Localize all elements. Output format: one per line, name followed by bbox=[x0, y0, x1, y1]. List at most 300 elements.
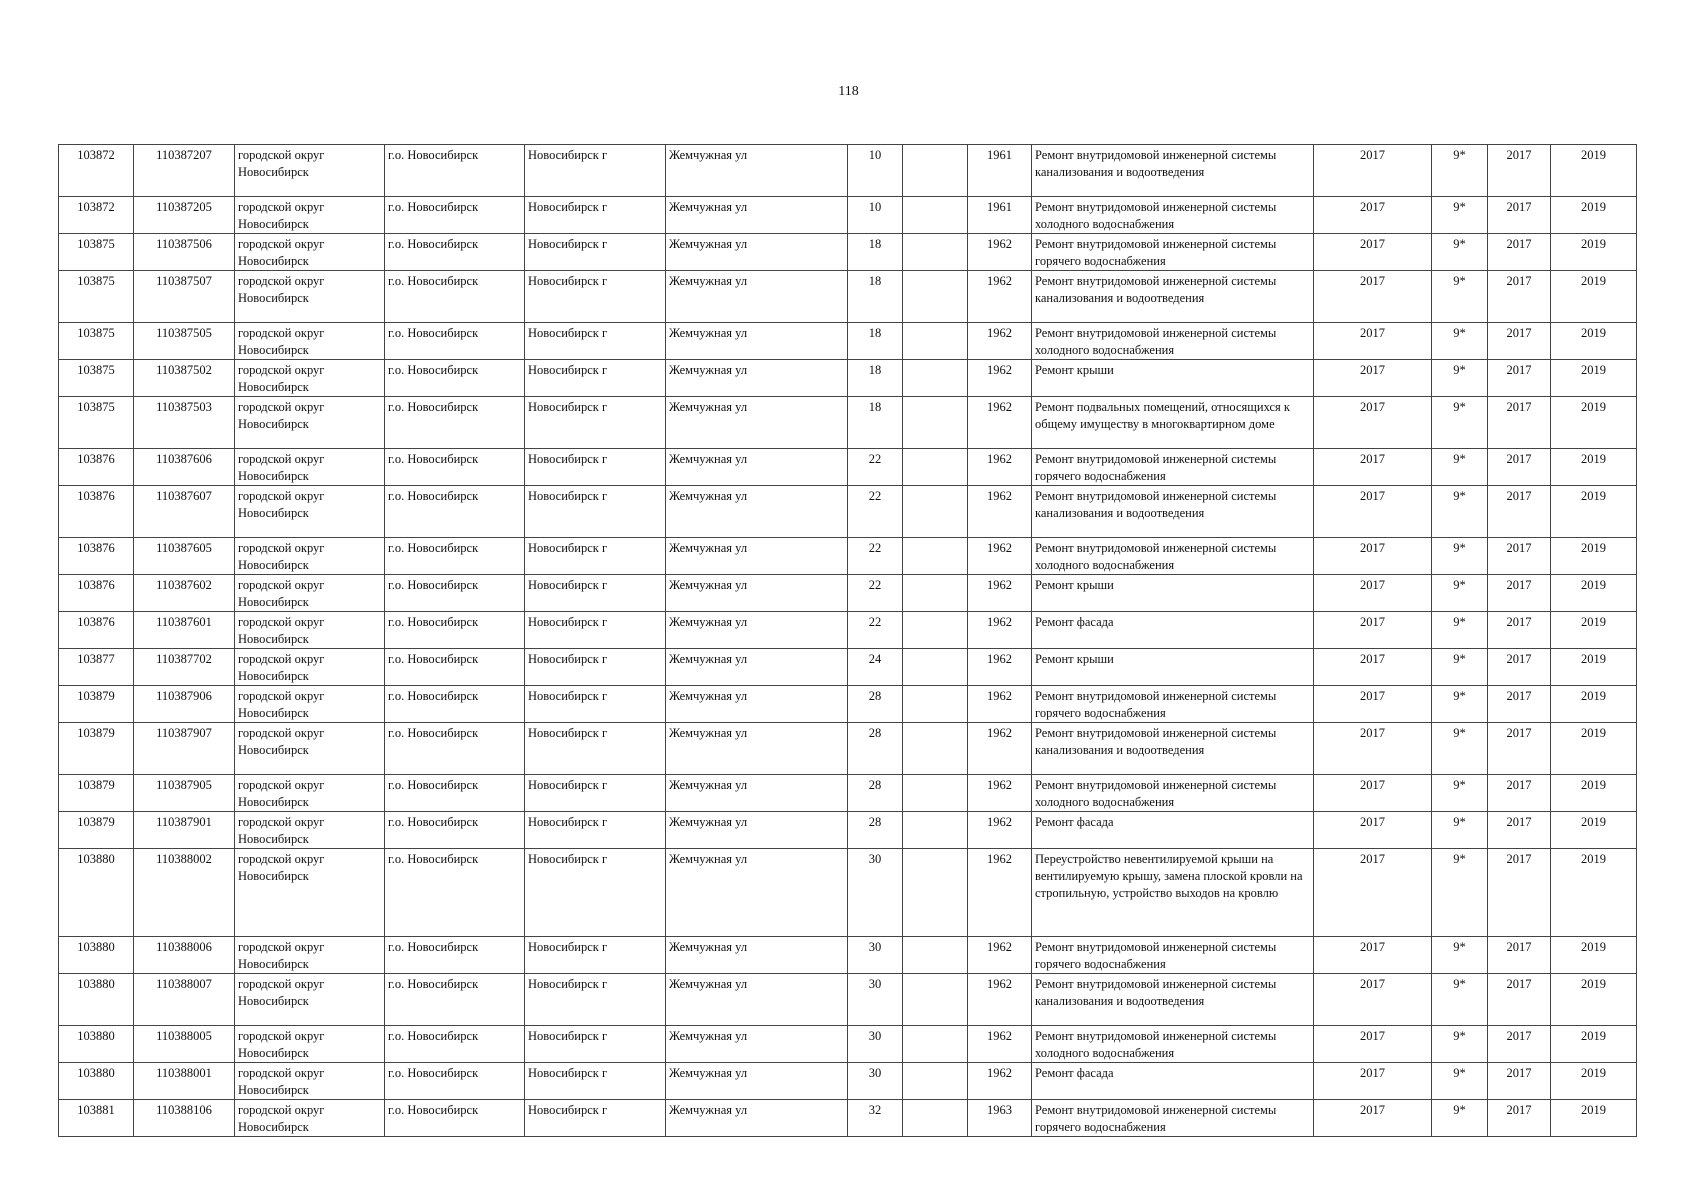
cell-construction-year: 1962 bbox=[968, 812, 1032, 849]
cell-year-end: 2019 bbox=[1551, 686, 1637, 723]
cell-street: Жемчужная ул bbox=[666, 775, 848, 812]
cell-municipality: г.о. Новосибирск bbox=[385, 649, 525, 686]
cell-year-end: 2019 bbox=[1551, 234, 1637, 271]
cell-year-end: 2019 bbox=[1551, 1100, 1637, 1137]
cell-municipality: г.о. Новосибирск bbox=[385, 323, 525, 360]
cell-work-type: Ремонт фасада bbox=[1032, 812, 1314, 849]
table-row bbox=[59, 360, 1637, 397]
cell-year-start: 2017 bbox=[1314, 812, 1432, 849]
cell-street: Жемчужная ул bbox=[666, 538, 848, 575]
cell-building bbox=[903, 486, 968, 538]
cell-mark: 9* bbox=[1432, 612, 1488, 649]
cell-house-number: 18 bbox=[848, 323, 903, 360]
cell-year-start: 2017 bbox=[1314, 775, 1432, 812]
cell-municipality: г.о. Новосибирск bbox=[385, 1026, 525, 1063]
cell-district: городской округ Новосибирск bbox=[235, 686, 385, 723]
cell-work-type: Ремонт подвальных помещений, относящихся к общему имуществу в многоквартирном доме bbox=[1032, 397, 1314, 449]
cell-mark: 9* bbox=[1432, 937, 1488, 974]
cell-mark: 9* bbox=[1432, 323, 1488, 360]
cell-work-type: Ремонт крыши bbox=[1032, 649, 1314, 686]
table-row bbox=[59, 575, 1637, 612]
cell-year-plan: 2017 bbox=[1488, 360, 1551, 397]
cell-municipality: г.о. Новосибирск bbox=[385, 271, 525, 323]
cell-record-id: 103876 bbox=[59, 449, 134, 486]
cell-street: Жемчужная ул bbox=[666, 849, 848, 937]
cell-building bbox=[903, 686, 968, 723]
table-row bbox=[59, 937, 1637, 974]
cell-city: Новосибирск г bbox=[525, 234, 666, 271]
cell-street: Жемчужная ул bbox=[666, 1063, 848, 1100]
cell-year-end: 2019 bbox=[1551, 723, 1637, 775]
cell-district: городской округ Новосибирск bbox=[235, 271, 385, 323]
cell-street: Жемчужная ул bbox=[666, 1100, 848, 1137]
cell-year-start: 2017 bbox=[1314, 449, 1432, 486]
cell-street: Жемчужная ул bbox=[666, 649, 848, 686]
cell-building bbox=[903, 775, 968, 812]
cell-building bbox=[903, 1026, 968, 1063]
cell-construction-year: 1962 bbox=[968, 397, 1032, 449]
cell-object-code: 110387905 bbox=[134, 775, 235, 812]
cell-object-code: 110388007 bbox=[134, 974, 235, 1026]
cell-house-number: 30 bbox=[848, 1026, 903, 1063]
repair-plan-table bbox=[58, 144, 1637, 1137]
cell-work-type: Ремонт внутридомовой инженерной системы канализования и водоотведения bbox=[1032, 271, 1314, 323]
cell-work-type: Переустройство невентилируемой крыши на вентилируемую крышу, замена плоской кровли на стропильную, устройство выходов на кровлю bbox=[1032, 849, 1314, 937]
cell-object-code: 110388001 bbox=[134, 1063, 235, 1100]
cell-object-code: 110387502 bbox=[134, 360, 235, 397]
cell-year-plan: 2017 bbox=[1488, 197, 1551, 234]
cell-district: городской округ Новосибирск bbox=[235, 575, 385, 612]
cell-year-plan: 2017 bbox=[1488, 145, 1551, 197]
cell-house-number: 28 bbox=[848, 775, 903, 812]
cell-year-end: 2019 bbox=[1551, 197, 1637, 234]
cell-district: городской округ Новосибирск bbox=[235, 649, 385, 686]
cell-year-start: 2017 bbox=[1314, 686, 1432, 723]
cell-building bbox=[903, 649, 968, 686]
cell-year-start: 2017 bbox=[1314, 145, 1432, 197]
cell-object-code: 110387601 bbox=[134, 612, 235, 649]
cell-city: Новосибирск г bbox=[525, 686, 666, 723]
cell-year-end: 2019 bbox=[1551, 397, 1637, 449]
cell-house-number: 18 bbox=[848, 360, 903, 397]
table-row bbox=[59, 271, 1637, 323]
cell-year-plan: 2017 bbox=[1488, 775, 1551, 812]
cell-work-type: Ремонт крыши bbox=[1032, 575, 1314, 612]
cell-mark: 9* bbox=[1432, 234, 1488, 271]
cell-construction-year: 1962 bbox=[968, 937, 1032, 974]
cell-year-end: 2019 bbox=[1551, 145, 1637, 197]
cell-object-code: 110388005 bbox=[134, 1026, 235, 1063]
cell-work-type: Ремонт крыши bbox=[1032, 360, 1314, 397]
cell-building bbox=[903, 974, 968, 1026]
cell-year-end: 2019 bbox=[1551, 812, 1637, 849]
cell-building bbox=[903, 575, 968, 612]
cell-district: городской округ Новосибирск bbox=[235, 849, 385, 937]
cell-mark: 9* bbox=[1432, 775, 1488, 812]
cell-year-plan: 2017 bbox=[1488, 649, 1551, 686]
cell-city: Новосибирск г bbox=[525, 145, 666, 197]
cell-year-plan: 2017 bbox=[1488, 449, 1551, 486]
cell-mark: 9* bbox=[1432, 360, 1488, 397]
cell-municipality: г.о. Новосибирск bbox=[385, 849, 525, 937]
cell-mark: 9* bbox=[1432, 145, 1488, 197]
cell-work-type: Ремонт внутридомовой инженерной системы канализования и водоотведения bbox=[1032, 486, 1314, 538]
cell-object-code: 110387205 bbox=[134, 197, 235, 234]
cell-district: городской округ Новосибирск bbox=[235, 723, 385, 775]
cell-city: Новосибирск г bbox=[525, 775, 666, 812]
table-row bbox=[59, 145, 1637, 197]
cell-house-number: 30 bbox=[848, 974, 903, 1026]
cell-year-plan: 2017 bbox=[1488, 486, 1551, 538]
cell-record-id: 103872 bbox=[59, 197, 134, 234]
cell-building bbox=[903, 1100, 968, 1137]
cell-year-start: 2017 bbox=[1314, 271, 1432, 323]
cell-house-number: 32 bbox=[848, 1100, 903, 1137]
cell-construction-year: 1962 bbox=[968, 449, 1032, 486]
cell-record-id: 103875 bbox=[59, 323, 134, 360]
cell-year-start: 2017 bbox=[1314, 1100, 1432, 1137]
cell-municipality: г.о. Новосибирск bbox=[385, 686, 525, 723]
cell-municipality: г.о. Новосибирск bbox=[385, 937, 525, 974]
cell-city: Новосибирск г bbox=[525, 486, 666, 538]
cell-municipality: г.о. Новосибирск bbox=[385, 612, 525, 649]
cell-mark: 9* bbox=[1432, 974, 1488, 1026]
cell-object-code: 110387507 bbox=[134, 271, 235, 323]
cell-city: Новосибирск г bbox=[525, 1063, 666, 1100]
cell-construction-year: 1962 bbox=[968, 323, 1032, 360]
cell-year-plan: 2017 bbox=[1488, 974, 1551, 1026]
cell-district: городской округ Новосибирск bbox=[235, 323, 385, 360]
cell-mark: 9* bbox=[1432, 849, 1488, 937]
cell-construction-year: 1962 bbox=[968, 686, 1032, 723]
cell-street: Жемчужная ул bbox=[666, 612, 848, 649]
cell-year-plan: 2017 bbox=[1488, 397, 1551, 449]
cell-year-end: 2019 bbox=[1551, 974, 1637, 1026]
cell-house-number: 24 bbox=[848, 649, 903, 686]
cell-building bbox=[903, 937, 968, 974]
cell-year-start: 2017 bbox=[1314, 538, 1432, 575]
cell-year-plan: 2017 bbox=[1488, 234, 1551, 271]
cell-object-code: 110387605 bbox=[134, 538, 235, 575]
cell-construction-year: 1962 bbox=[968, 575, 1032, 612]
cell-street: Жемчужная ул bbox=[666, 486, 848, 538]
cell-year-end: 2019 bbox=[1551, 449, 1637, 486]
cell-work-type: Ремонт внутридомовой инженерной системы канализования и водоотведения bbox=[1032, 974, 1314, 1026]
cell-district: городской округ Новосибирск bbox=[235, 1100, 385, 1137]
cell-mark: 9* bbox=[1432, 575, 1488, 612]
cell-year-start: 2017 bbox=[1314, 397, 1432, 449]
cell-construction-year: 1962 bbox=[968, 1026, 1032, 1063]
cell-municipality: г.о. Новосибирск bbox=[385, 360, 525, 397]
cell-mark: 9* bbox=[1432, 686, 1488, 723]
cell-year-start: 2017 bbox=[1314, 234, 1432, 271]
cell-street: Жемчужная ул bbox=[666, 723, 848, 775]
cell-street: Жемчужная ул bbox=[666, 397, 848, 449]
cell-year-plan: 2017 bbox=[1488, 612, 1551, 649]
cell-construction-year: 1962 bbox=[968, 360, 1032, 397]
cell-house-number: 22 bbox=[848, 575, 903, 612]
cell-year-end: 2019 bbox=[1551, 775, 1637, 812]
cell-district: городской округ Новосибирск bbox=[235, 449, 385, 486]
cell-construction-year: 1962 bbox=[968, 486, 1032, 538]
cell-year-end: 2019 bbox=[1551, 1026, 1637, 1063]
cell-city: Новосибирск г bbox=[525, 849, 666, 937]
cell-year-end: 2019 bbox=[1551, 575, 1637, 612]
cell-year-end: 2019 bbox=[1551, 937, 1637, 974]
cell-work-type: Ремонт внутридомовой инженерной системы канализования и водоотведения bbox=[1032, 723, 1314, 775]
cell-district: городской округ Новосибирск bbox=[235, 145, 385, 197]
cell-record-id: 103880 bbox=[59, 1063, 134, 1100]
cell-year-start: 2017 bbox=[1314, 197, 1432, 234]
table-row bbox=[59, 486, 1637, 538]
cell-house-number: 30 bbox=[848, 849, 903, 937]
cell-district: городской округ Новосибирск bbox=[235, 1063, 385, 1100]
cell-municipality: г.о. Новосибирск bbox=[385, 723, 525, 775]
cell-record-id: 103875 bbox=[59, 360, 134, 397]
cell-city: Новосибирск г bbox=[525, 974, 666, 1026]
cell-construction-year: 1962 bbox=[968, 775, 1032, 812]
cell-mark: 9* bbox=[1432, 197, 1488, 234]
cell-year-end: 2019 bbox=[1551, 323, 1637, 360]
cell-work-type: Ремонт внутридомовой инженерной системы горячего водоснабжения bbox=[1032, 1100, 1314, 1137]
cell-year-start: 2017 bbox=[1314, 649, 1432, 686]
cell-municipality: г.о. Новосибирск bbox=[385, 1063, 525, 1100]
cell-work-type: Ремонт внутридомовой инженерной системы горячего водоснабжения bbox=[1032, 686, 1314, 723]
cell-house-number: 28 bbox=[848, 686, 903, 723]
cell-building bbox=[903, 449, 968, 486]
cell-year-end: 2019 bbox=[1551, 271, 1637, 323]
cell-year-end: 2019 bbox=[1551, 538, 1637, 575]
cell-record-id: 103879 bbox=[59, 812, 134, 849]
cell-work-type: Ремонт внутридомовой инженерной системы холодного водоснабжения bbox=[1032, 1026, 1314, 1063]
cell-object-code: 110387606 bbox=[134, 449, 235, 486]
cell-street: Жемчужная ул bbox=[666, 812, 848, 849]
cell-year-start: 2017 bbox=[1314, 1026, 1432, 1063]
cell-year-plan: 2017 bbox=[1488, 723, 1551, 775]
cell-mark: 9* bbox=[1432, 649, 1488, 686]
cell-year-start: 2017 bbox=[1314, 575, 1432, 612]
cell-city: Новосибирск г bbox=[525, 575, 666, 612]
cell-year-plan: 2017 bbox=[1488, 1100, 1551, 1137]
cell-year-plan: 2017 bbox=[1488, 575, 1551, 612]
cell-street: Жемчужная ул bbox=[666, 197, 848, 234]
cell-municipality: г.о. Новосибирск bbox=[385, 197, 525, 234]
cell-year-end: 2019 bbox=[1551, 486, 1637, 538]
cell-mark: 9* bbox=[1432, 486, 1488, 538]
cell-record-id: 103881 bbox=[59, 1100, 134, 1137]
cell-building bbox=[903, 197, 968, 234]
cell-record-id: 103880 bbox=[59, 849, 134, 937]
cell-building bbox=[903, 812, 968, 849]
cell-mark: 9* bbox=[1432, 397, 1488, 449]
cell-street: Жемчужная ул bbox=[666, 974, 848, 1026]
cell-construction-year: 1962 bbox=[968, 723, 1032, 775]
cell-construction-year: 1962 bbox=[968, 538, 1032, 575]
cell-city: Новосибирск г bbox=[525, 197, 666, 234]
cell-year-start: 2017 bbox=[1314, 323, 1432, 360]
cell-municipality: г.о. Новосибирск bbox=[385, 145, 525, 197]
cell-district: городской округ Новосибирск bbox=[235, 775, 385, 812]
cell-object-code: 110387207 bbox=[134, 145, 235, 197]
cell-city: Новосибирск г bbox=[525, 449, 666, 486]
cell-year-plan: 2017 bbox=[1488, 1026, 1551, 1063]
cell-city: Новосибирск г bbox=[525, 397, 666, 449]
cell-mark: 9* bbox=[1432, 723, 1488, 775]
cell-house-number: 28 bbox=[848, 812, 903, 849]
cell-street: Жемчужная ул bbox=[666, 686, 848, 723]
cell-mark: 9* bbox=[1432, 1026, 1488, 1063]
cell-house-number: 10 bbox=[848, 197, 903, 234]
cell-work-type: Ремонт фасада bbox=[1032, 612, 1314, 649]
cell-house-number: 18 bbox=[848, 234, 903, 271]
cell-work-type: Ремонт внутридомовой инженерной системы холодного водоснабжения bbox=[1032, 775, 1314, 812]
cell-city: Новосибирск г bbox=[525, 937, 666, 974]
cell-city: Новосибирск г bbox=[525, 360, 666, 397]
cell-mark: 9* bbox=[1432, 1063, 1488, 1100]
cell-district: городской округ Новосибирск bbox=[235, 538, 385, 575]
cell-work-type: Ремонт внутридомовой инженерной системы канализования и водоотведения bbox=[1032, 145, 1314, 197]
cell-municipality: г.о. Новосибирск bbox=[385, 775, 525, 812]
cell-house-number: 18 bbox=[848, 271, 903, 323]
cell-municipality: г.о. Новосибирск bbox=[385, 974, 525, 1026]
cell-street: Жемчужная ул bbox=[666, 323, 848, 360]
cell-house-number: 30 bbox=[848, 937, 903, 974]
table-row bbox=[59, 686, 1637, 723]
cell-year-plan: 2017 bbox=[1488, 849, 1551, 937]
cell-city: Новосибирск г bbox=[525, 1100, 666, 1137]
cell-record-id: 103879 bbox=[59, 775, 134, 812]
table-row bbox=[59, 812, 1637, 849]
cell-building bbox=[903, 271, 968, 323]
cell-year-plan: 2017 bbox=[1488, 538, 1551, 575]
table-row bbox=[59, 612, 1637, 649]
cell-street: Жемчужная ул bbox=[666, 360, 848, 397]
cell-municipality: г.о. Новосибирск bbox=[385, 234, 525, 271]
cell-building bbox=[903, 723, 968, 775]
cell-record-id: 103877 bbox=[59, 649, 134, 686]
cell-building bbox=[903, 234, 968, 271]
cell-municipality: г.о. Новосибирск bbox=[385, 1100, 525, 1137]
cell-object-code: 110388002 bbox=[134, 849, 235, 937]
cell-construction-year: 1962 bbox=[968, 974, 1032, 1026]
cell-record-id: 103875 bbox=[59, 397, 134, 449]
cell-house-number: 22 bbox=[848, 612, 903, 649]
cell-house-number: 18 bbox=[848, 397, 903, 449]
cell-year-end: 2019 bbox=[1551, 649, 1637, 686]
table-row bbox=[59, 1063, 1637, 1100]
cell-construction-year: 1961 bbox=[968, 197, 1032, 234]
cell-construction-year: 1961 bbox=[968, 145, 1032, 197]
cell-mark: 9* bbox=[1432, 538, 1488, 575]
cell-mark: 9* bbox=[1432, 812, 1488, 849]
cell-city: Новосибирск г bbox=[525, 812, 666, 849]
cell-construction-year: 1962 bbox=[968, 612, 1032, 649]
cell-street: Жемчужная ул bbox=[666, 449, 848, 486]
cell-district: городской округ Новосибирск bbox=[235, 197, 385, 234]
cell-street: Жемчужная ул bbox=[666, 575, 848, 612]
cell-object-code: 110387907 bbox=[134, 723, 235, 775]
table-row bbox=[59, 775, 1637, 812]
cell-record-id: 103879 bbox=[59, 686, 134, 723]
cell-year-start: 2017 bbox=[1314, 1063, 1432, 1100]
page-number: 118 bbox=[838, 84, 859, 99]
cell-work-type: Ремонт фасада bbox=[1032, 1063, 1314, 1100]
cell-year-plan: 2017 bbox=[1488, 271, 1551, 323]
table-row bbox=[59, 849, 1637, 937]
cell-district: городской округ Новосибирск bbox=[235, 486, 385, 538]
cell-district: городской округ Новосибирск bbox=[235, 360, 385, 397]
cell-object-code: 110387505 bbox=[134, 323, 235, 360]
cell-district: городской округ Новосибирск bbox=[235, 397, 385, 449]
cell-work-type: Ремонт внутридомовой инженерной системы горячего водоснабжения bbox=[1032, 937, 1314, 974]
cell-street: Жемчужная ул bbox=[666, 234, 848, 271]
cell-house-number: 22 bbox=[848, 449, 903, 486]
cell-year-end: 2019 bbox=[1551, 849, 1637, 937]
cell-record-id: 103880 bbox=[59, 937, 134, 974]
table-row bbox=[59, 197, 1637, 234]
cell-city: Новосибирск г bbox=[525, 538, 666, 575]
cell-year-plan: 2017 bbox=[1488, 323, 1551, 360]
cell-house-number: 22 bbox=[848, 486, 903, 538]
cell-city: Новосибирск г bbox=[525, 723, 666, 775]
cell-year-start: 2017 bbox=[1314, 974, 1432, 1026]
cell-district: городской округ Новосибирск bbox=[235, 234, 385, 271]
cell-year-start: 2017 bbox=[1314, 723, 1432, 775]
table-row bbox=[59, 234, 1637, 271]
cell-building bbox=[903, 538, 968, 575]
cell-district: городской округ Новосибирск bbox=[235, 937, 385, 974]
cell-year-end: 2019 bbox=[1551, 1063, 1637, 1100]
cell-object-code: 110387506 bbox=[134, 234, 235, 271]
cell-municipality: г.о. Новосибирск bbox=[385, 812, 525, 849]
cell-year-start: 2017 bbox=[1314, 849, 1432, 937]
cell-mark: 9* bbox=[1432, 449, 1488, 486]
cell-record-id: 103879 bbox=[59, 723, 134, 775]
cell-district: городской округ Новосибирск bbox=[235, 612, 385, 649]
cell-city: Новосибирск г bbox=[525, 1026, 666, 1063]
cell-record-id: 103876 bbox=[59, 486, 134, 538]
cell-object-code: 110388006 bbox=[134, 937, 235, 974]
cell-city: Новосибирск г bbox=[525, 612, 666, 649]
cell-year-plan: 2017 bbox=[1488, 937, 1551, 974]
table-row bbox=[59, 649, 1637, 686]
cell-construction-year: 1962 bbox=[968, 649, 1032, 686]
cell-city: Новосибирск г bbox=[525, 271, 666, 323]
cell-city: Новосибирск г bbox=[525, 649, 666, 686]
cell-construction-year: 1962 bbox=[968, 1063, 1032, 1100]
cell-year-plan: 2017 bbox=[1488, 812, 1551, 849]
cell-district: городской округ Новосибирск bbox=[235, 812, 385, 849]
cell-building bbox=[903, 849, 968, 937]
cell-building bbox=[903, 1063, 968, 1100]
cell-object-code: 110388106 bbox=[134, 1100, 235, 1137]
table-row bbox=[59, 1100, 1637, 1137]
cell-work-type: Ремонт внутридомовой инженерной системы горячего водоснабжения bbox=[1032, 449, 1314, 486]
cell-municipality: г.о. Новосибирск bbox=[385, 486, 525, 538]
cell-municipality: г.о. Новосибирск bbox=[385, 449, 525, 486]
cell-district: городской округ Новосибирск bbox=[235, 974, 385, 1026]
table-body bbox=[59, 145, 1637, 1137]
cell-year-start: 2017 bbox=[1314, 937, 1432, 974]
cell-construction-year: 1962 bbox=[968, 849, 1032, 937]
table-row bbox=[59, 323, 1637, 360]
cell-record-id: 103876 bbox=[59, 538, 134, 575]
cell-record-id: 103876 bbox=[59, 612, 134, 649]
cell-year-start: 2017 bbox=[1314, 486, 1432, 538]
cell-construction-year: 1963 bbox=[968, 1100, 1032, 1137]
cell-work-type: Ремонт внутридомовой инженерной системы горячего водоснабжения bbox=[1032, 234, 1314, 271]
cell-work-type: Ремонт внутридомовой инженерной системы холодного водоснабжения bbox=[1032, 323, 1314, 360]
